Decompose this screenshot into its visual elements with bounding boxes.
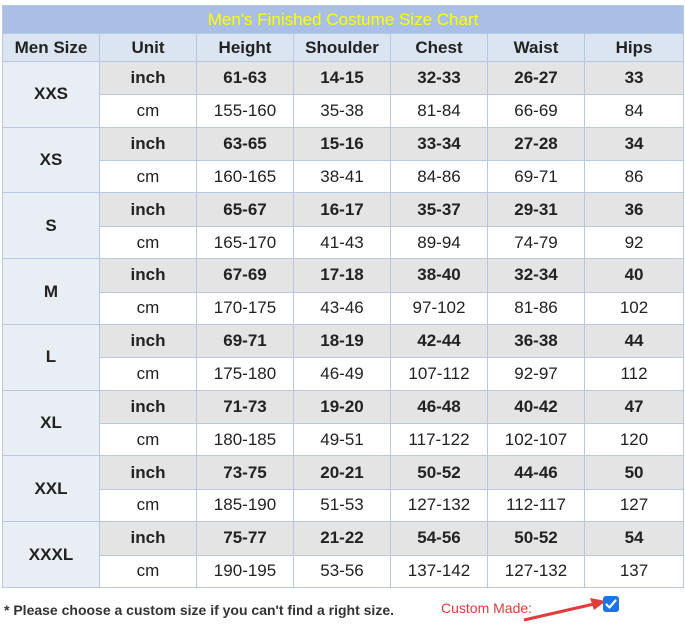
chest-cell: 127-132 [391, 489, 488, 521]
waist-cell: 102-107 [488, 424, 585, 456]
hips-cell: 86 [585, 161, 684, 193]
footer-note: * Please choose a custom size if you can't find a right size. [4, 602, 394, 618]
hips-cell: 120 [585, 424, 684, 456]
unit-cell: inch [100, 127, 197, 160]
hips-cell: 33 [585, 62, 684, 95]
table-row [3, 358, 684, 390]
size-label: XXS [3, 62, 100, 128]
unit-cell: inch [100, 522, 197, 555]
size-chart-table [2, 5, 684, 588]
unit-cell: inch [100, 259, 197, 292]
table-row [3, 424, 684, 456]
header-shoulder: Shoulder [294, 34, 391, 62]
waist-cell: 50-52 [488, 522, 585, 555]
shoulder-cell: 18-19 [294, 324, 391, 357]
hips-cell: 137 [585, 555, 684, 587]
height-cell: 175-180 [197, 358, 294, 390]
shoulder-cell: 38-41 [294, 161, 391, 193]
table-row [3, 292, 684, 324]
hips-cell: 112 [585, 358, 684, 390]
height-cell: 63-65 [197, 127, 294, 160]
unit-cell: cm [100, 424, 197, 456]
shoulder-cell: 14-15 [294, 62, 391, 95]
header-waist: Waist [488, 34, 585, 62]
table-row [3, 95, 684, 127]
hips-cell: 102 [585, 292, 684, 324]
waist-cell: 44-46 [488, 456, 585, 489]
height-cell: 155-160 [197, 95, 294, 127]
table-row [3, 522, 684, 555]
chart-title: Men's Finished Costume Size Chart [3, 6, 684, 34]
shoulder-cell: 15-16 [294, 127, 391, 160]
chest-cell: 38-40 [391, 259, 488, 292]
size-label: XXL [3, 456, 100, 522]
table-row [3, 456, 684, 489]
height-cell: 160-165 [197, 161, 294, 193]
chest-cell: 35-37 [391, 193, 488, 226]
chest-cell: 84-86 [391, 161, 488, 193]
shoulder-cell: 43-46 [294, 292, 391, 324]
height-cell: 185-190 [197, 489, 294, 521]
chest-cell: 50-52 [391, 456, 488, 489]
chest-cell: 97-102 [391, 292, 488, 324]
waist-cell: 27-28 [488, 127, 585, 160]
hips-cell: 50 [585, 456, 684, 489]
table-row [3, 161, 684, 193]
table-row [3, 127, 684, 160]
unit-cell: cm [100, 489, 197, 521]
shoulder-cell: 53-56 [294, 555, 391, 587]
waist-cell: 40-42 [488, 390, 585, 423]
chest-cell: 46-48 [391, 390, 488, 423]
chest-cell: 54-56 [391, 522, 488, 555]
size-label: S [3, 193, 100, 259]
height-cell: 61-63 [197, 62, 294, 95]
chest-cell: 117-122 [391, 424, 488, 456]
custom-made-checkbox[interactable] [603, 596, 619, 612]
table-row [3, 390, 684, 423]
shoulder-cell: 51-53 [294, 489, 391, 521]
chest-cell: 137-142 [391, 555, 488, 587]
chest-cell: 33-34 [391, 127, 488, 160]
table-row [3, 193, 684, 226]
height-cell: 67-69 [197, 259, 294, 292]
hips-cell: 40 [585, 259, 684, 292]
red-arrow-icon [520, 596, 612, 626]
shoulder-cell: 46-49 [294, 358, 391, 390]
waist-cell: 127-132 [488, 555, 585, 587]
header-unit: Unit [100, 34, 197, 62]
shoulder-cell: 16-17 [294, 193, 391, 226]
unit-cell: cm [100, 161, 197, 193]
unit-cell: inch [100, 390, 197, 423]
waist-cell: 32-34 [488, 259, 585, 292]
custom-made-label: Custom Made: [441, 600, 533, 616]
waist-cell: 81-86 [488, 292, 585, 324]
waist-cell: 26-27 [488, 62, 585, 95]
shoulder-cell: 21-22 [294, 522, 391, 555]
height-cell: 71-73 [197, 390, 294, 423]
header-men-size: Men Size [3, 34, 100, 62]
waist-cell: 66-69 [488, 95, 585, 127]
checkmark-icon [603, 596, 619, 612]
shoulder-cell: 41-43 [294, 226, 391, 258]
size-label: XL [3, 390, 100, 456]
height-cell: 180-185 [197, 424, 294, 456]
table-row [3, 489, 684, 521]
footer [4, 600, 684, 622]
chest-cell: 32-33 [391, 62, 488, 95]
unit-cell: inch [100, 324, 197, 357]
chest-cell: 89-94 [391, 226, 488, 258]
hips-cell: 92 [585, 226, 684, 258]
shoulder-cell: 19-20 [294, 390, 391, 423]
unit-cell: inch [100, 456, 197, 489]
waist-cell: 92-97 [488, 358, 585, 390]
header-height: Height [197, 34, 294, 62]
height-cell: 73-75 [197, 456, 294, 489]
waist-cell: 112-117 [488, 489, 585, 521]
unit-cell: cm [100, 226, 197, 258]
hips-cell: 36 [585, 193, 684, 226]
waist-cell: 69-71 [488, 161, 585, 193]
waist-cell: 29-31 [488, 193, 585, 226]
size-label: M [3, 259, 100, 325]
hips-cell: 84 [585, 95, 684, 127]
chest-cell: 42-44 [391, 324, 488, 357]
table-row [3, 555, 684, 587]
header-row [3, 34, 684, 62]
unit-cell: inch [100, 62, 197, 95]
waist-cell: 74-79 [488, 226, 585, 258]
unit-cell: inch [100, 193, 197, 226]
height-cell: 165-170 [197, 226, 294, 258]
unit-cell: cm [100, 95, 197, 127]
shoulder-cell: 35-38 [294, 95, 391, 127]
size-label: XS [3, 127, 100, 193]
hips-cell: 44 [585, 324, 684, 357]
hips-cell: 54 [585, 522, 684, 555]
chart-body [3, 62, 684, 588]
hips-cell: 47 [585, 390, 684, 423]
shoulder-cell: 20-21 [294, 456, 391, 489]
unit-cell: cm [100, 358, 197, 390]
unit-cell: cm [100, 292, 197, 324]
header-hips: Hips [585, 34, 684, 62]
height-cell: 75-77 [197, 522, 294, 555]
height-cell: 170-175 [197, 292, 294, 324]
table-row [3, 259, 684, 292]
chest-cell: 81-84 [391, 95, 488, 127]
table-row [3, 324, 684, 357]
unit-cell: cm [100, 555, 197, 587]
shoulder-cell: 49-51 [294, 424, 391, 456]
size-label: XXXL [3, 522, 100, 588]
header-chest: Chest [391, 34, 488, 62]
hips-cell: 127 [585, 489, 684, 521]
hips-cell: 34 [585, 127, 684, 160]
height-cell: 69-71 [197, 324, 294, 357]
waist-cell: 36-38 [488, 324, 585, 357]
chest-cell: 107-112 [391, 358, 488, 390]
shoulder-cell: 17-18 [294, 259, 391, 292]
table-row [3, 226, 684, 258]
height-cell: 190-195 [197, 555, 294, 587]
table-row [3, 62, 684, 95]
height-cell: 65-67 [197, 193, 294, 226]
size-label: L [3, 324, 100, 390]
